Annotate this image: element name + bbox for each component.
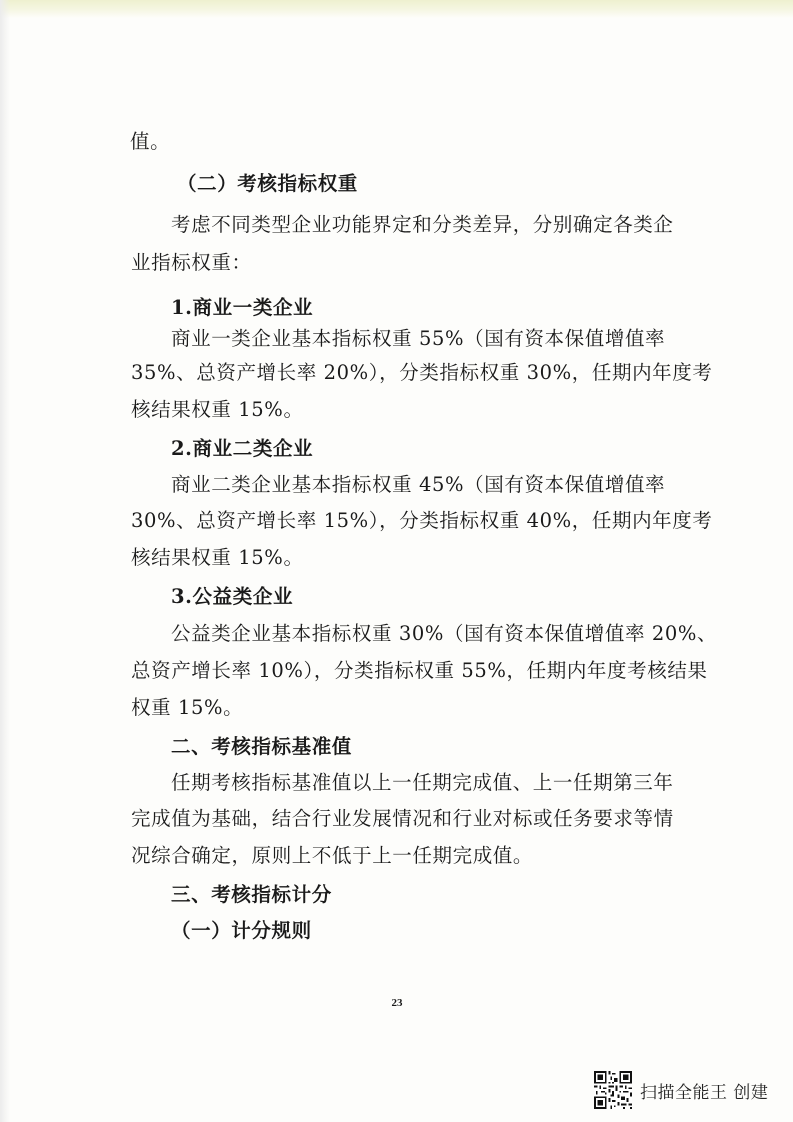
body-line: 商业二类企业基本指标权重 45%（国有资本保值增值率	[171, 473, 666, 496]
scan-edge-top	[0, 0, 793, 18]
body-line: 公益类企业基本指标权重 30%（国有资本保值增值率 20%、	[171, 622, 718, 645]
section-heading-weights: （二）考核指标权重	[177, 172, 358, 195]
subheading-commercial-1: 1.商业一类企业	[171, 296, 314, 319]
page-number: 23	[391, 997, 403, 1009]
body-line: 核结果权重 15%。	[131, 398, 304, 421]
body-line: 权重 15%。	[131, 696, 244, 719]
body-line: 35%、总资产增长率 20%），分类指标权重 30%，任期内年度考	[131, 361, 713, 384]
body-line: 完成值为基础，结合行业发展情况和行业对标或任务要求等情	[131, 807, 674, 830]
qr-code-icon	[594, 1071, 632, 1109]
body-line: 30%、总资产增长率 15%），分类指标权重 40%，任期内年度考	[131, 509, 713, 532]
watermark-text: 扫描全能王 创建	[640, 1082, 769, 1103]
scanner-watermark	[594, 1070, 768, 1110]
body-line: 考虑不同类型企业功能界定和分类差异，分别确定各类企	[171, 213, 674, 236]
section-heading-baseline: 二、考核指标基准值	[171, 735, 352, 758]
scan-edge-left	[0, 0, 10, 1122]
section-heading-scoring: 三、考核指标计分	[171, 883, 332, 906]
body-line: 任期考核指标基准值以上一任期完成值、上一任期第三年	[171, 771, 674, 794]
body-line: 业指标权重：	[131, 251, 252, 274]
body-line: 况综合确定，原则上不低于上一任期完成值。	[131, 844, 534, 867]
subheading-public-welfare: 3.公益类企业	[171, 585, 294, 608]
subheading-commercial-2: 2.商业二类企业	[171, 437, 314, 460]
body-line: 总资产增长率 10%），分类指标权重 55%，任期内年度考核结果	[131, 659, 708, 682]
body-line: 核结果权重 15%。	[131, 546, 304, 569]
body-line: 值。	[130, 130, 171, 153]
body-line: 商业一类企业基本指标权重 55%（国有资本保值增值率	[171, 327, 666, 350]
subheading-scoring-rules: （一）计分规则	[171, 919, 312, 942]
